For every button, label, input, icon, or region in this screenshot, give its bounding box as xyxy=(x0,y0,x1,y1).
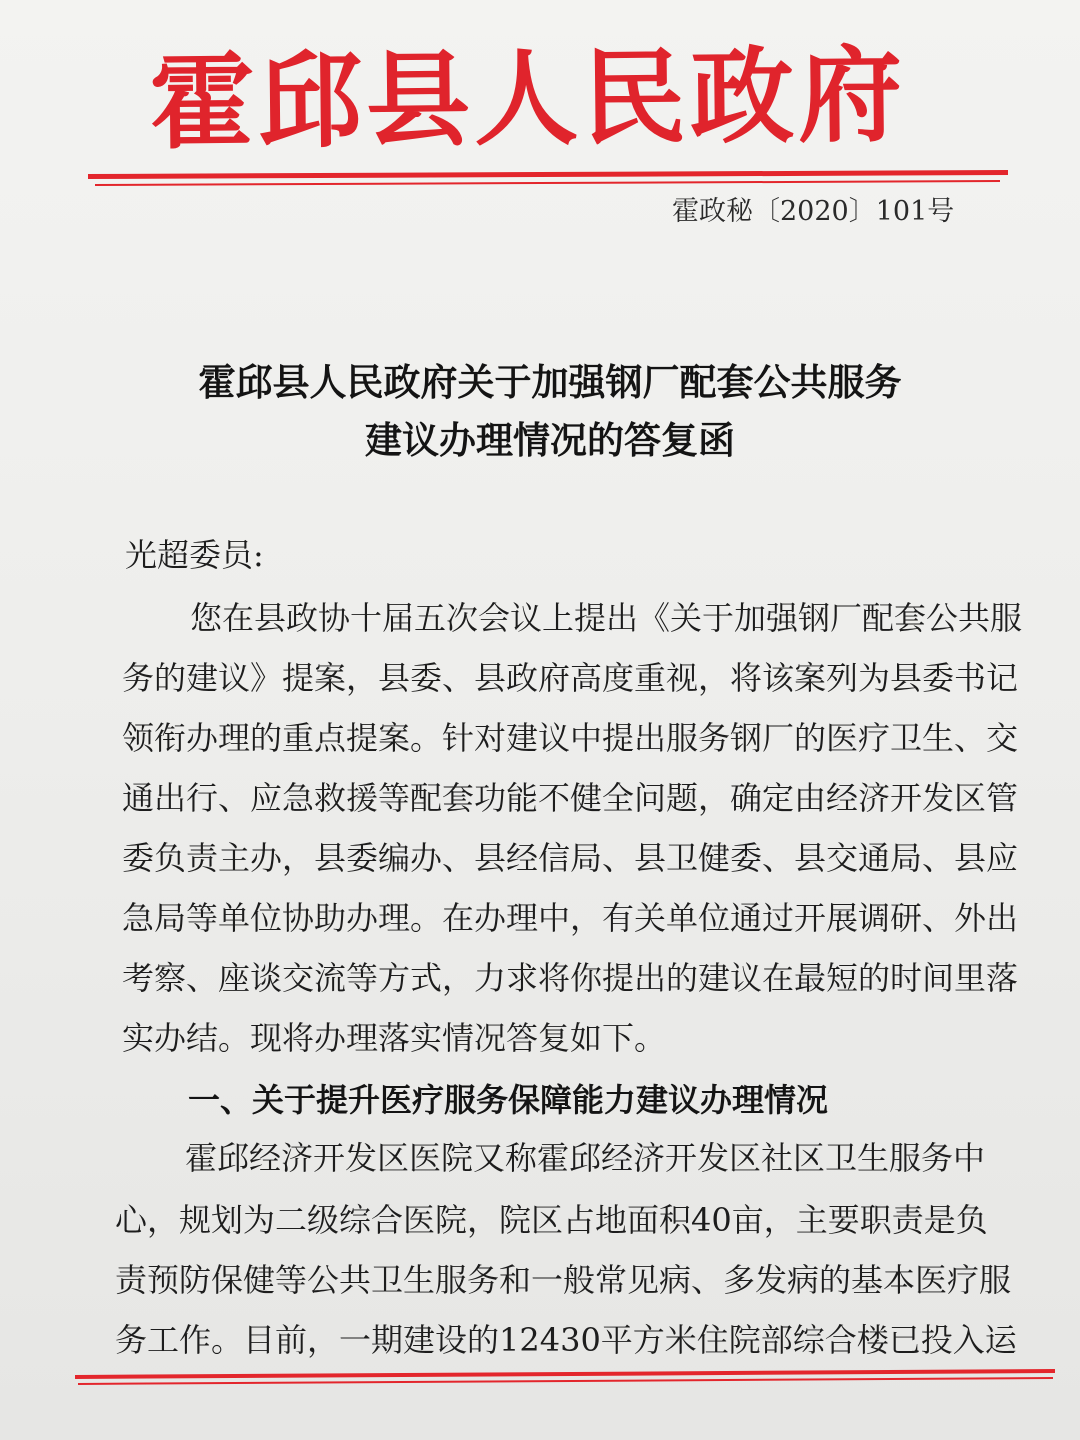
paragraph-1-line: 实办结。现将办理落实情况答复如下。 xyxy=(122,1019,667,1057)
paragraph-1-line: 领衔办理的重点提案。针对建议中提出服务钢厂的医疗卫生、交 xyxy=(122,719,1019,757)
paragraph-2-line: 责预防保健等公共卫生服务和一般常见病、多发病的基本医疗服 xyxy=(115,1261,1012,1299)
masthead-red-rule-thin xyxy=(95,180,1000,186)
paragraph-2-line: 务工作。目前，一期建设的12430平方米住院部综合楼已投入运 xyxy=(115,1321,1017,1359)
masthead-title: 霍邱县人民政府 xyxy=(149,33,907,164)
paragraph-2-line: 心，规划为二级综合医院，院区占地面积40亩，主要职责是负 xyxy=(115,1201,988,1239)
paragraph-1-line: 委负责主办，县委编办、县经信局、县卫健委、县交通局、县应 xyxy=(122,839,1019,877)
document-title-line-1: 霍邱县人民政府关于加强钢厂配套公共服务 xyxy=(198,361,902,404)
document-title-line-2: 建议办理情况的答复函 xyxy=(365,419,735,462)
salutation: 光超委员: xyxy=(125,536,264,574)
paragraph-1-line: 急局等单位协助办理。在办理中，有关单位通过开展调研、外出 xyxy=(122,899,1019,937)
paragraph-1-line: 考察、座谈交流等方式，力求将你提出的建议在最短的时间里落 xyxy=(122,959,1019,997)
footer-red-rule-thin xyxy=(78,1377,1053,1385)
paragraph-1-line: 通出行、应急救援等配套功能不健全问题，确定由经济开发区管 xyxy=(122,779,1019,817)
paragraph-1-line: 您在县政协十届五次会议上提出《关于加强钢厂配套公共服 xyxy=(190,599,1023,637)
paragraph-2-line: 霍邱经济开发区医院又称霍邱经济开发区社区卫生服务中 xyxy=(185,1139,986,1177)
paragraph-1-line: 务的建议》提案，县委、县政府高度重视，将该案列为县委书记 xyxy=(122,659,1019,697)
document-number: 霍政秘〔2020〕101号 xyxy=(672,196,955,227)
section-heading: 一、关于提升医疗服务保障能力建议办理情况 xyxy=(188,1081,829,1119)
masthead-red-rule xyxy=(88,170,1008,179)
